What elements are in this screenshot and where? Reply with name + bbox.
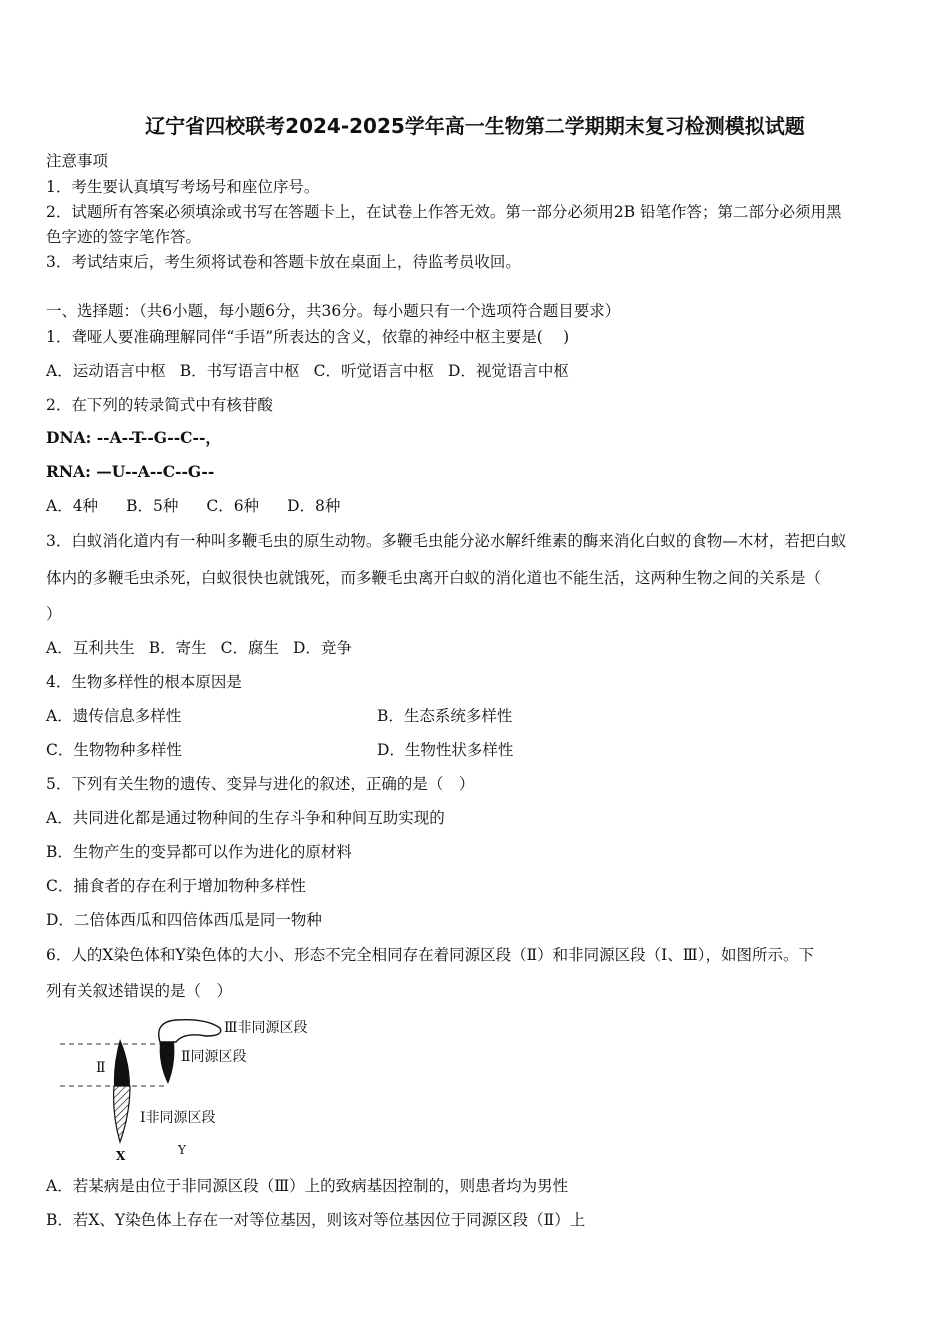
label-iii-nonhomologous: Ⅲ非同源区段 bbox=[224, 1020, 308, 1036]
q1-option-b: B．书写语言中枢 bbox=[179, 362, 300, 380]
label-y: Y bbox=[178, 1143, 186, 1157]
q1-option-a: A．运动语言中枢 bbox=[46, 362, 166, 380]
notice-item-2: 2．试题所有答案必须填涂或书写在答题卡上，在试卷上作答无效。第一部分必须用2B 铅笔作答；第二部分必须用黑 bbox=[46, 203, 842, 221]
q5-option-d: D．二倍体西瓜和四倍体西瓜是同一物种 bbox=[46, 911, 322, 929]
notice-item-3: 3．考试结束后，考生须将试卷和答题卡放在桌面上，待监考员收回。 bbox=[46, 253, 521, 271]
q3-option-a: A．互利共生 bbox=[46, 639, 135, 657]
q3-option-d: D．竞争 bbox=[292, 639, 352, 657]
q5-option-c: C．捕食者的存在利于增加物种多样性 bbox=[46, 877, 306, 895]
question-3-line-3: ） bbox=[46, 605, 62, 623]
q2-option-c: C．6种 bbox=[206, 497, 260, 515]
q1-option-d: D．视觉语言中枢 bbox=[447, 362, 569, 380]
q1-option-c: C．听觉语言中枢 bbox=[313, 362, 434, 380]
page-title: 辽宁省四校联考2024-2025学年高一生物第二学期期末复习检测模拟试题 bbox=[145, 114, 805, 138]
q3-option-c: C．腐生 bbox=[220, 639, 279, 657]
label-ii-homologous: Ⅱ同源区段 bbox=[181, 1049, 247, 1065]
q4-option-a: A．遗传信息多样性 bbox=[46, 707, 182, 725]
q2-option-d: D．8种 bbox=[287, 497, 341, 515]
y-chromosome-nonhomologous-region bbox=[159, 1020, 221, 1042]
q5-option-a: A．共同进化都是通过物种间的生存斗争和种间互助实现的 bbox=[46, 809, 445, 827]
q3-option-b: B．寄生 bbox=[148, 639, 207, 657]
question-1-options bbox=[46, 361, 583, 381]
q2-option-a: A．4种 bbox=[46, 497, 99, 515]
question-3-line-2: 体内的多鞭毛虫杀死，白蚁很快也就饿死，而多鞭毛虫离开白蚁的消化道也不能生活，这两种生物之间的关系是（ bbox=[46, 569, 822, 587]
notice-heading: 注意事项 bbox=[46, 152, 109, 170]
q4-option-b: B．生态系统多样性 bbox=[377, 707, 513, 725]
question-6-line-2: 列有关叙述错误的是（ ） bbox=[46, 982, 233, 1000]
xy-chromosome-figure bbox=[56, 1014, 346, 1162]
q2-rna-sequence: RNA: —U--A--C--G-- bbox=[46, 462, 215, 481]
q2-dna-sequence: DNA: --A--T--G--C--， bbox=[46, 428, 221, 447]
x-chromosome-homologous-region bbox=[114, 1039, 130, 1086]
q2-option-b: B．5种 bbox=[126, 497, 179, 515]
label-i-nonhomologous: Ⅰ非同源区段 bbox=[140, 1110, 216, 1126]
question-2-options bbox=[46, 496, 368, 516]
q4-option-c: C．生物物种多样性 bbox=[46, 741, 182, 759]
label-ii-left: Ⅱ bbox=[96, 1060, 106, 1076]
q6-option-b: B．若X、Y染色体上存在一对等位基因，则该对等位基因位于同源区段（Ⅱ）上 bbox=[46, 1211, 586, 1229]
q4-option-d: D．生物性状多样性 bbox=[377, 741, 514, 759]
section-heading: 一、选择题：（共6小题，每小题6分，共36分。每小题只有一个选项符合题目要求） bbox=[46, 302, 621, 320]
question-2-stem: 2．在下列的转录简式中有核苷酸 bbox=[46, 396, 273, 414]
question-3-options bbox=[46, 638, 366, 658]
label-x: X bbox=[116, 1149, 126, 1162]
notice-item-2-cont: 色字迹的签字笔作答。 bbox=[46, 228, 202, 246]
x-chromosome-nonhomologous-region bbox=[114, 1086, 130, 1142]
notice-item-1: 1．考生要认真填写考场号和座位序号。 bbox=[46, 178, 320, 196]
q5-option-b: B．生物产生的变异都可以作为进化的原材料 bbox=[46, 843, 352, 861]
question-3-line-1: 3．白蚁消化道内有一种叫多鞭毛虫的原生动物。多鞭毛虫能分泌水解纤维素的酶来消化白蚁的食物—木材，若把白蚁 bbox=[46, 532, 847, 550]
question-6-line-1: 6．人的X染色体和Y染色体的大小、形态不完全相同存在着同源区段（Ⅱ）和非同源区段（Ⅰ、Ⅲ），如图所示。下 bbox=[46, 946, 814, 964]
question-4-stem: 4．生物多样性的根本原因是 bbox=[46, 673, 242, 691]
y-chromosome-homologous-region bbox=[160, 1042, 175, 1084]
question-1-stem: 1．聋哑人要准确理解同伴“手语”所表达的含义，依靠的神经中枢主要是( ) bbox=[46, 328, 570, 346]
question-5-stem: 5．下列有关生物的遗传、变异与进化的叙述，正确的是（ ） bbox=[46, 775, 475, 793]
q6-option-a: A．若某病是由位于非同源区段（Ⅲ）上的致病基因控制的，则患者均为男性 bbox=[46, 1177, 569, 1195]
